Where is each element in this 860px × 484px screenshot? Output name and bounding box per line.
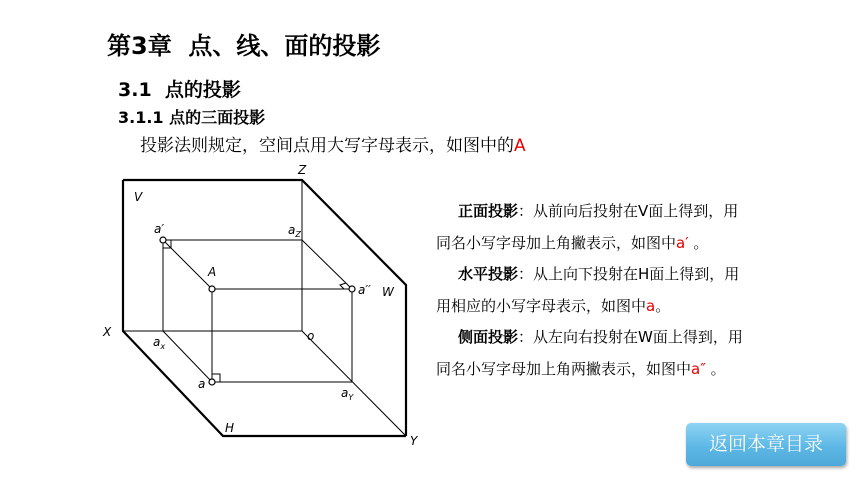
- projection-planes: [123, 180, 406, 436]
- description-front: 正面投影：从前向后投射在V面上得到，用 同名小写字母加上角撇表示，如图中a′ 。: [436, 202, 739, 252]
- label-H: H: [225, 421, 235, 435]
- y-axis: [302, 331, 406, 436]
- point-a-double-prime: [349, 286, 355, 292]
- term-side-projection: 侧面投影: [458, 328, 519, 346]
- intro-text: [140, 131, 526, 156]
- point-a: [209, 379, 215, 385]
- right-angle-marks: [163, 240, 346, 382]
- label-a-z: $a_Z$: [288, 223, 301, 239]
- axes: [123, 180, 406, 436]
- label-A: A: [208, 265, 217, 279]
- label-a-y: $a_Y$: [341, 386, 354, 402]
- term-front-projection: 正面投影: [458, 202, 519, 220]
- subsection-title: 3.1.1 点的三面投影: [118, 108, 266, 127]
- highlight-a-prime: a′: [676, 233, 689, 252]
- description-side: 侧面投影：从左向右投射在W面上得到，用 同名小写字母加上角两撇表示，如图中a″ 。: [436, 328, 743, 378]
- label-a-double-prime: a′′: [358, 283, 371, 297]
- point-A: [209, 286, 215, 292]
- label-a-x: $a_x$: [153, 335, 166, 351]
- back-to-chapter-menu-button[interactable]: 返回本章目录: [686, 423, 846, 466]
- projection-points: [160, 237, 355, 385]
- highlight-a-double-prime: a″: [691, 359, 706, 378]
- projection-diagram: [96, 158, 426, 458]
- highlight-a: a: [646, 296, 656, 315]
- section-title: 3.1 点的投影: [118, 79, 241, 101]
- chapter-title: 第3章 点、线、面的投影: [107, 32, 381, 60]
- point-a-prime: [160, 237, 166, 243]
- description-horizontal: 水平投影：从上向下投射在H面上得到，用 用相应的小写字母表示，如图中a。: [436, 265, 740, 315]
- label-origin: o: [307, 329, 315, 343]
- projection-lines: [163, 240, 352, 382]
- label-W: W: [382, 285, 394, 299]
- projection-descriptions: [436, 196, 816, 385]
- term-horizontal-projection: 水平投影: [458, 265, 519, 283]
- intro-sentence: 投影法则规定，空间点用大写字母表示，如图中的: [140, 136, 514, 156]
- label-Z: Z: [298, 163, 307, 177]
- label-X: X: [103, 325, 112, 339]
- label-V: V: [134, 190, 143, 204]
- intro-highlight: A: [514, 136, 526, 156]
- label-a-prime: a′: [154, 222, 165, 236]
- label-a: a: [198, 377, 206, 391]
- label-Y: Y: [410, 434, 418, 448]
